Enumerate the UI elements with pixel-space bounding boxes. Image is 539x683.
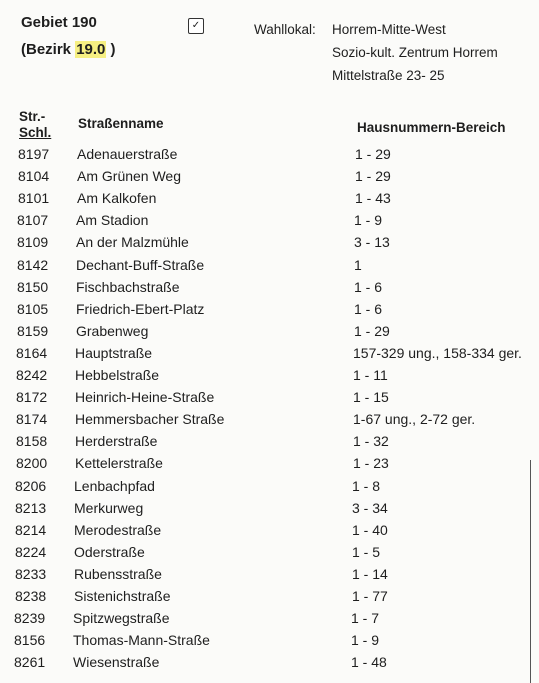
street-code: 8104 xyxy=(18,168,50,185)
street-code: 8172 xyxy=(16,389,48,406)
street-name: Fischbachstraße xyxy=(76,278,180,295)
house-number-range: 1 xyxy=(354,256,362,273)
street-name: An der Malzmühle xyxy=(76,234,189,251)
street-code: 8242 xyxy=(16,367,48,383)
house-number-range: 157-329 ung., 158-334 ger. xyxy=(353,344,522,361)
street-name: Spitzwegstraße xyxy=(73,610,170,627)
table-row xyxy=(0,522,539,544)
street-name: Herderstraße xyxy=(75,433,158,450)
district-suffix: ) xyxy=(106,41,116,58)
table-row xyxy=(0,190,539,212)
table-row xyxy=(0,433,539,455)
street-name: Thomas-Mann-Straße xyxy=(73,632,210,649)
table-row xyxy=(0,345,539,367)
house-number-range: 1 - 11 xyxy=(353,367,388,383)
street-name: Heinrich-Heine-Straße xyxy=(75,389,215,406)
street-name: Am Stadion xyxy=(76,212,149,229)
street-name: Hauptstraße xyxy=(75,344,153,361)
house-number-range: 1 - 32 xyxy=(353,433,389,450)
house-number-range: 1 - 8 xyxy=(352,477,381,494)
table-row xyxy=(0,234,539,256)
margin-line xyxy=(530,460,531,683)
table-row xyxy=(0,212,539,234)
house-number-range: 1-67 ung., 2-72 ger. xyxy=(353,411,476,428)
street-name: Rubensstraße xyxy=(74,565,162,582)
street-code: 8158 xyxy=(16,433,48,450)
checkmark-icon: ✓ xyxy=(191,20,201,31)
street-code: 8261 xyxy=(14,654,46,671)
street-name: Hebbelstraße xyxy=(75,367,160,383)
street-name: Friedrich-Ebert-Platz xyxy=(76,300,205,317)
street-name: Lenbachpfad xyxy=(74,477,155,494)
district-number-highlight: 19.0 xyxy=(76,41,106,58)
house-number-range: 1 - 43 xyxy=(355,190,391,207)
street-code: 8142 xyxy=(17,256,49,273)
table-row xyxy=(0,168,539,190)
table-row xyxy=(0,257,539,279)
street-name: Am Kalkofen xyxy=(77,190,157,207)
street-name: Am Grünen Weg xyxy=(77,168,182,185)
table-row xyxy=(0,632,539,654)
house-number-range: 1 - 9 xyxy=(354,212,383,229)
house-number-range: 3 - 34 xyxy=(352,499,388,516)
street-name: Hemmersbacher Straße xyxy=(75,411,225,428)
street-name: Kettelerstraße xyxy=(75,455,163,472)
street-code: 8224 xyxy=(15,543,47,560)
table-row xyxy=(0,478,539,500)
house-number-range: 1 - 40 xyxy=(352,521,388,538)
district-prefix: (Bezirk xyxy=(21,41,76,58)
polling-station-label: Wahllokal: xyxy=(254,22,316,37)
table-row xyxy=(0,411,539,433)
street-code: 8239 xyxy=(14,610,46,627)
house-number-range: 1 - 7 xyxy=(351,610,380,627)
table-row xyxy=(0,146,539,168)
house-number-range: 1 - 23 xyxy=(353,455,389,472)
street-name: Sistenichstraße xyxy=(74,588,171,604)
table-row xyxy=(0,367,539,389)
street-name: Adenauerstraße xyxy=(77,146,178,162)
house-number-range: 3 - 13 xyxy=(354,234,390,251)
street-code: 8109 xyxy=(17,234,49,251)
table-row xyxy=(0,610,539,632)
header-code-line: Schl. xyxy=(19,125,52,140)
table-row xyxy=(0,544,539,566)
table-row xyxy=(0,323,539,345)
checkmark-checkbox[interactable] xyxy=(188,18,204,34)
street-code: 8159 xyxy=(17,322,49,339)
house-number-range: 1 - 15 xyxy=(353,389,389,406)
table-row xyxy=(0,389,539,411)
polling-station-line: Sozio-kult. Zentrum Horrem xyxy=(332,45,498,60)
street-code: 8150 xyxy=(17,278,49,295)
street-code: 8174 xyxy=(16,411,48,428)
street-code: 8105 xyxy=(17,300,49,317)
street-name: Oderstraße xyxy=(74,543,145,560)
street-name: Merkurweg xyxy=(74,499,144,516)
header-code-line: Str.- xyxy=(19,109,46,124)
house-number-range: 1 - 29 xyxy=(354,322,390,339)
table-row xyxy=(0,279,539,301)
street-code: 8101 xyxy=(18,190,50,207)
table-row xyxy=(0,566,539,588)
street-code: 8107 xyxy=(17,212,49,229)
street-code: 8197 xyxy=(18,146,50,162)
street-code: 8238 xyxy=(15,588,47,604)
street-code: 8233 xyxy=(15,565,47,582)
street-name: Wiesenstraße xyxy=(73,654,160,671)
area-title: Gebiet 190 xyxy=(21,14,97,31)
street-code: 8214 xyxy=(15,521,47,538)
house-number-range: 1 - 14 xyxy=(352,565,388,582)
house-number-range: 1 - 5 xyxy=(352,543,381,560)
house-number-range: 1 - 77 xyxy=(352,588,388,604)
street-name: Grabenweg xyxy=(76,322,149,339)
table-row xyxy=(0,654,539,676)
house-number-range: 1 - 6 xyxy=(354,300,383,317)
house-number-range: 1 - 6 xyxy=(354,278,383,295)
table-row xyxy=(0,588,539,610)
house-number-range: 1 - 48 xyxy=(351,654,387,671)
street-name: Merodestraße xyxy=(74,521,162,538)
house-number-range: 1 - 29 xyxy=(355,146,391,162)
table-row xyxy=(0,301,539,323)
street-code: 8200 xyxy=(16,455,48,472)
street-code: 8156 xyxy=(14,632,46,649)
street-code: 8206 xyxy=(15,477,47,494)
street-name: Dechant-Buff-Straße xyxy=(76,256,205,273)
column-header-name: Straßenname xyxy=(78,116,164,131)
district-label xyxy=(21,41,116,58)
house-number-range: 1 - 9 xyxy=(351,632,380,649)
column-header-range: Hausnummern-Bereich xyxy=(357,120,506,135)
table-row xyxy=(0,500,539,522)
polling-station-line: Mittelstraße 23- 25 xyxy=(332,68,445,83)
house-number-range: 1 - 29 xyxy=(355,168,391,185)
table-row xyxy=(0,455,539,477)
column-header-code xyxy=(19,109,51,141)
street-code: 8213 xyxy=(15,499,47,516)
polling-station-line: Horrem-Mitte-West xyxy=(332,22,446,37)
street-code: 8164 xyxy=(16,344,48,361)
